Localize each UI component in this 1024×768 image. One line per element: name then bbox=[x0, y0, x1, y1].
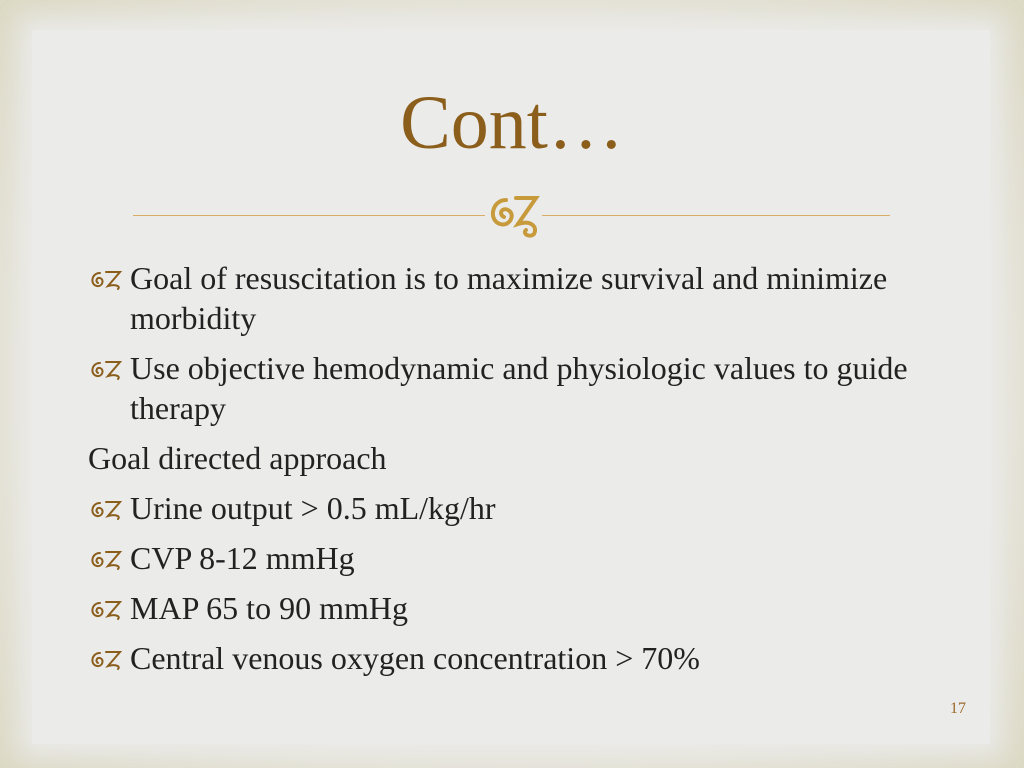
list-item-text: Use objective hemodynamic and physiologic values to guide therapy bbox=[130, 350, 908, 426]
title-divider-left bbox=[133, 215, 485, 216]
list-item-text: MAP 65 to 90 mmHg bbox=[130, 590, 408, 626]
list-item bbox=[88, 488, 948, 528]
page-number: 17 bbox=[950, 700, 966, 717]
scroll-bullet-icon bbox=[88, 648, 124, 670]
scroll-bullet-icon bbox=[88, 498, 124, 520]
scroll-bullet-icon bbox=[88, 598, 124, 620]
list-item-text: Urine output > 0.5 mL/kg/hr bbox=[130, 490, 496, 526]
list-item bbox=[88, 258, 948, 338]
list-item bbox=[88, 538, 948, 578]
list-item bbox=[88, 348, 948, 428]
list-item bbox=[88, 438, 948, 478]
title-divider-right bbox=[542, 215, 890, 216]
list-item-text: Goal of resuscitation is to maximize survival and minimize morbidity bbox=[130, 260, 888, 336]
scroll-bullet-icon bbox=[88, 268, 124, 290]
scroll-ornament-icon bbox=[486, 190, 542, 238]
list-item-text: Central venous oxygen concentration > 70% bbox=[130, 640, 700, 676]
bullet-list bbox=[88, 258, 948, 688]
scroll-bullet-icon bbox=[88, 358, 124, 380]
list-item bbox=[88, 588, 948, 628]
slide-title: Cont… bbox=[400, 81, 624, 165]
list-item bbox=[88, 638, 948, 678]
list-item-text: Goal directed approach bbox=[88, 440, 387, 476]
scroll-bullet-icon bbox=[88, 548, 124, 570]
list-item-text: CVP 8-12 mmHg bbox=[130, 540, 355, 576]
